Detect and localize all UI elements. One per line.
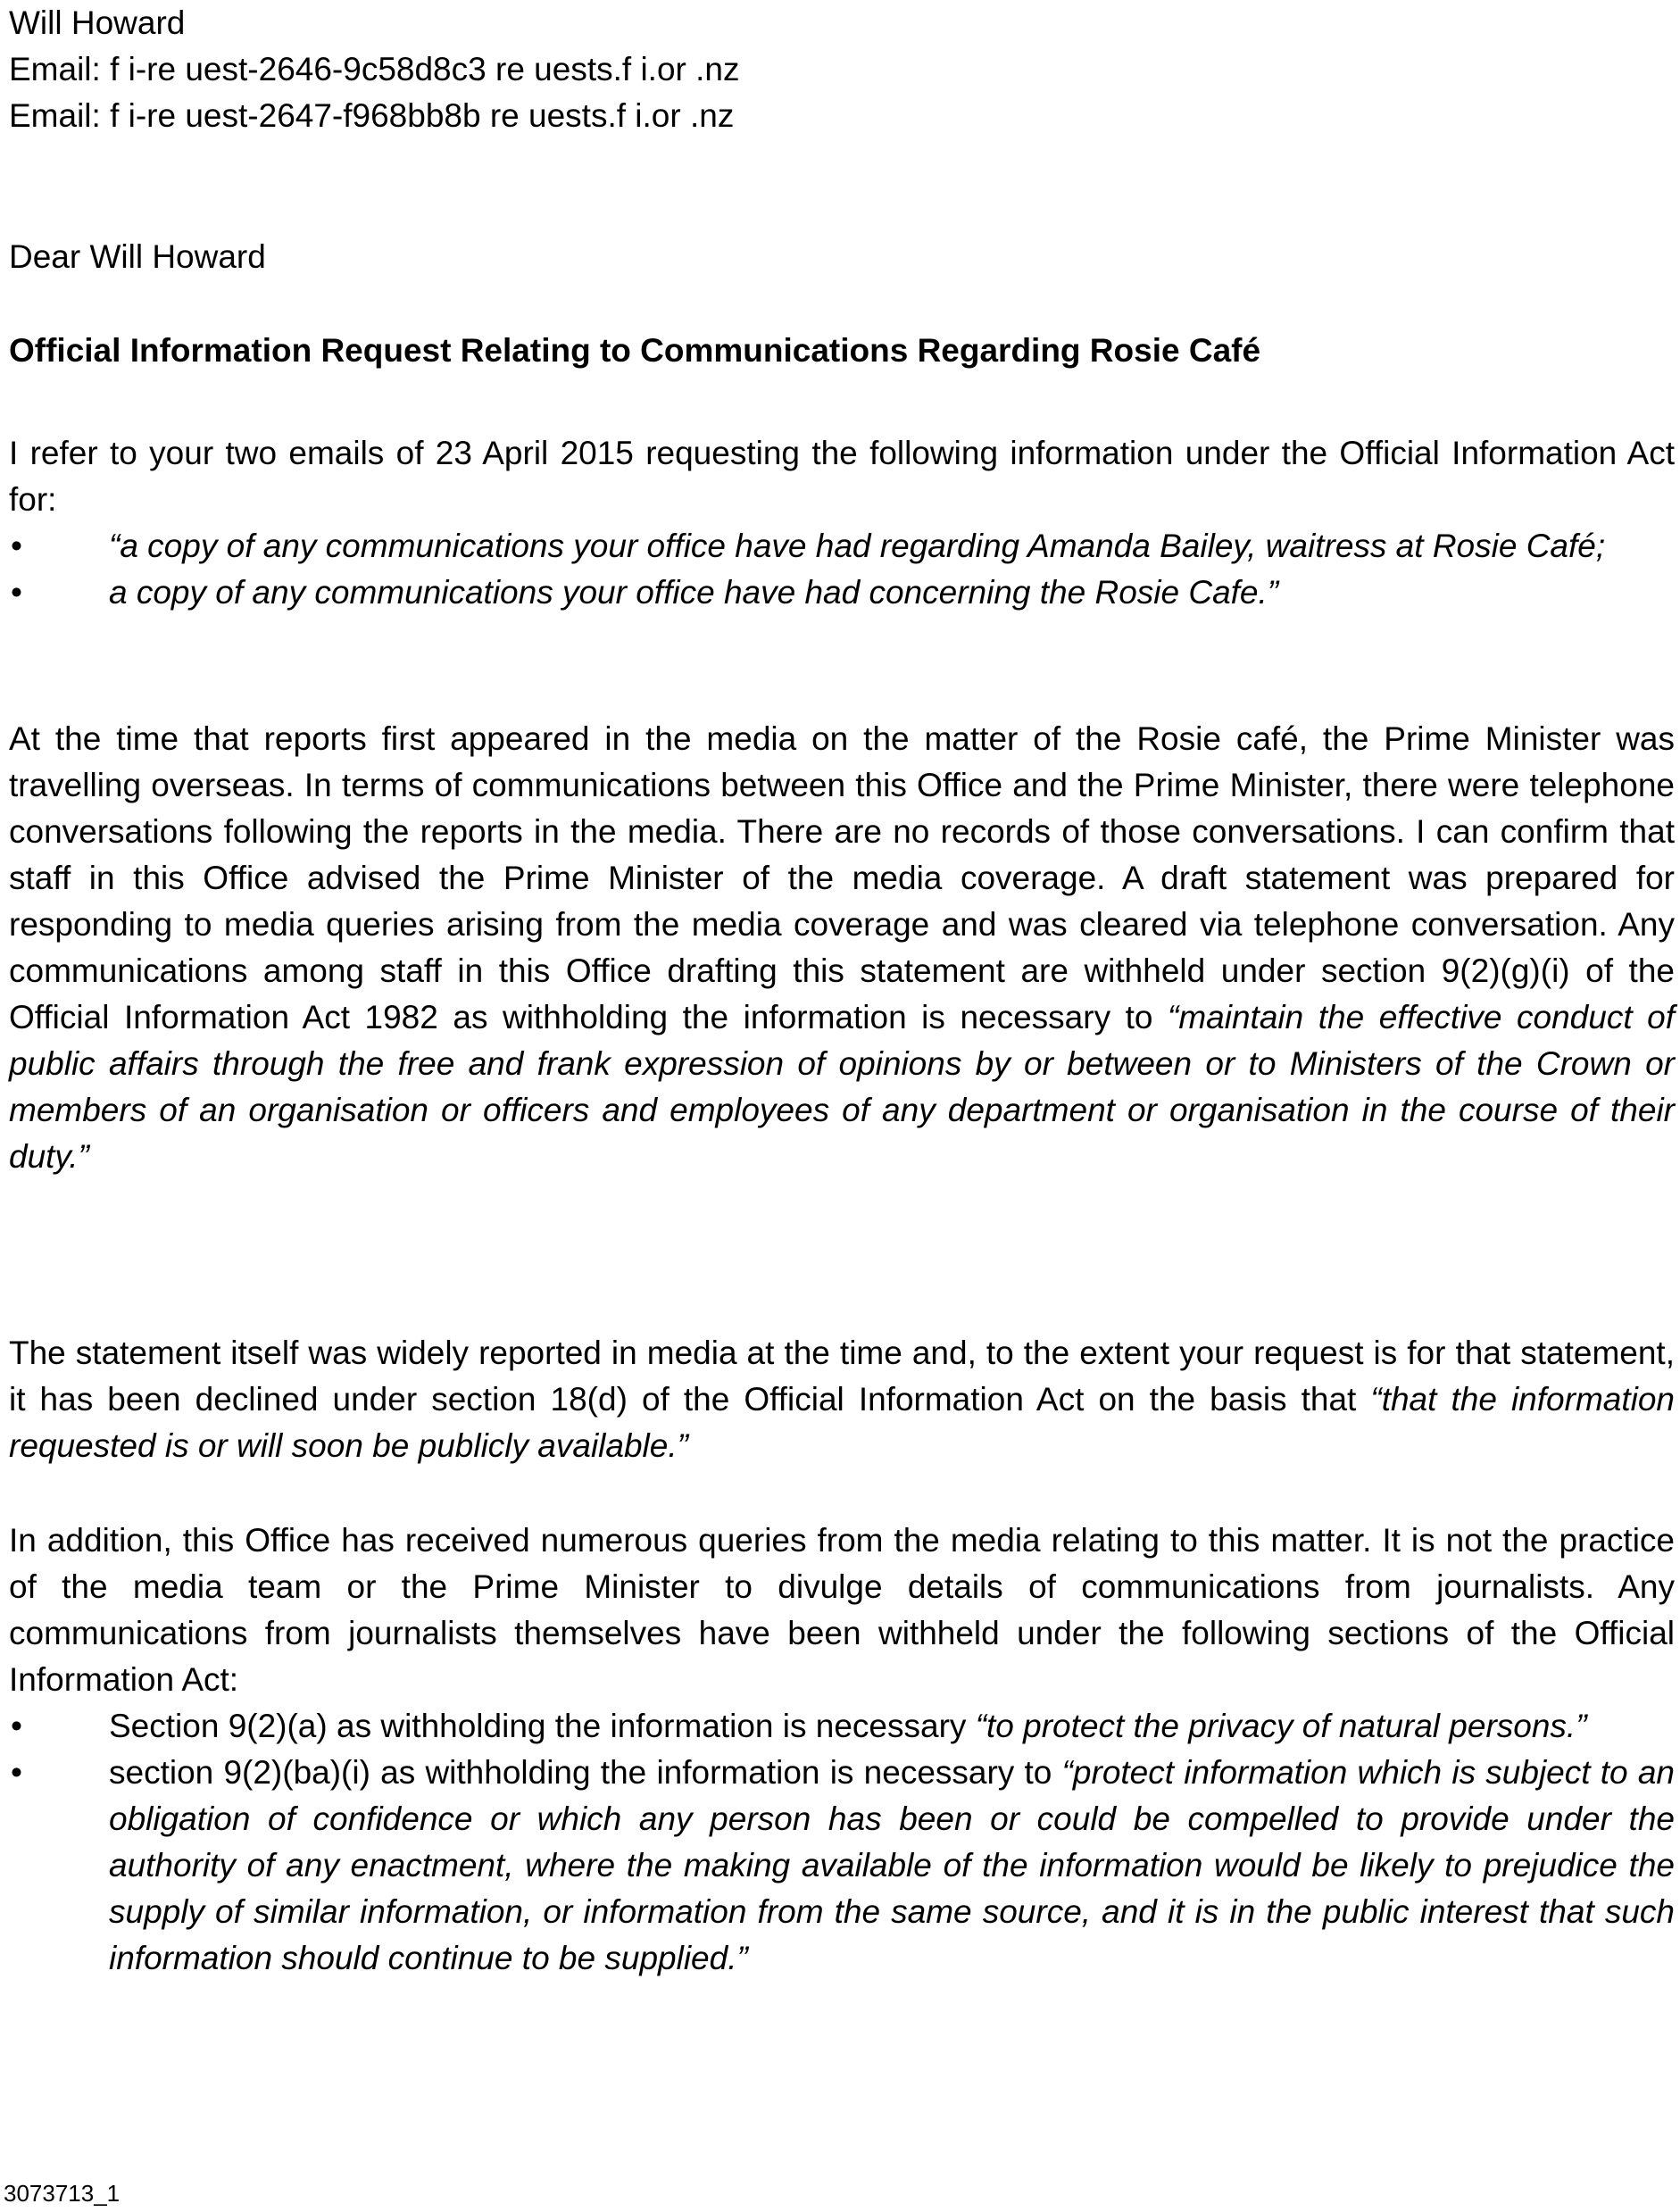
paragraph-quote: “maintain the effective conduct of public affairs through the free and frank expression of opinions by or between or to Ministers of the Crown or members of an organisation or officers and employees of any department or organisation in the course of their duty.” [9, 999, 1676, 1175]
list-item [9, 523, 1675, 570]
salutation: Dear Will Howard [9, 238, 266, 275]
section-quote: “protect information which is subject to an obligation of confidence or which any person has been or could be compelled to provide under the authority of any enactment, where the making available of the information would be likely to prejudice the supply of similar information, or information from the same source, and it is in the public interest that such information should continue to be supplied.” [109, 1754, 1675, 1976]
section-text: section 9(2)(ba)(i) as withholding the information is necessary to [109, 1754, 1062, 1791]
paragraph-text: At the time that reports first appeared in the media on the matter of the Rosie café, the Prime Minister was travelling overseas. In terms of communications between this Office and the Prime Minister, there were telephone conversations following the reports in the media. There are no records of those conversations. I can confirm that staff in this Office advised the Prime Minister of the media coverage. A draft statement was prepared for responding to media queries arising from the media coverage and was cleared via telephone conversation. Any communications among staff in this Office drafting this statement are withheld under section 9(2)(g)(i) of the Official Information Act 1982 as withholding the information is necessary to [9, 720, 1675, 1035]
request-item-text: a copy of any communications your office have had concerning the Rosie Cafe.” [109, 574, 1279, 611]
paragraph-communications [9, 716, 1675, 1180]
list-item [9, 1703, 1675, 1750]
subject-heading: Official Information Request Relating to Communications Regarding Rosie Café [9, 332, 1261, 369]
paragraph-quote: “that the information requested is or will soon be publicly available.” [9, 1381, 1675, 1464]
withheld-sections-list [9, 1703, 1675, 1982]
intro-paragraph: I refer to your two emails of 23 April 2015 requesting the following information under the Official Information Act for: [9, 435, 1675, 518]
recipient-email-1: Email: f i-re uest-2646-9c58d8c3 re uests.f i.or .nz [9, 51, 740, 87]
section-text: Section 9(2)(a) as withholding the information is necessary [109, 1708, 976, 1744]
list-item [9, 1750, 1675, 1982]
request-list [9, 523, 1675, 616]
document-reference: 3073713_1 [4, 2180, 121, 2207]
paragraph-statement [9, 1330, 1675, 1469]
paragraph-text: The statement itself was widely reported in media at the time and, to the extent your request is for that statement, it has been declined under section 18(d) of the Official Information Act on the basis that [9, 1335, 1675, 1418]
list-item [9, 570, 1675, 616]
section-quote: “to protect the privacy of natural persons.” [975, 1708, 1587, 1744]
recipient-header [9, 0, 1675, 139]
recipient-email-2: Email: f i-re uest-2647-f968bb8b re uests.f i.or .nz [9, 97, 735, 134]
request-item-text: “a copy of any communications your office have had regarding Amanda Bailey, waitress at Rosie Café; [109, 528, 1606, 564]
recipient-name: Will Howard [9, 4, 186, 41]
paragraph-media-queries: In addition, this Office has received numerous queries from the media relating to this matter. It is not the practice of the media team or the Prime Minister to divulge details of communications from journalists. Any communications from journalists themselves have been withheld under the following sections of the Official Information Act: [9, 1522, 1675, 1698]
